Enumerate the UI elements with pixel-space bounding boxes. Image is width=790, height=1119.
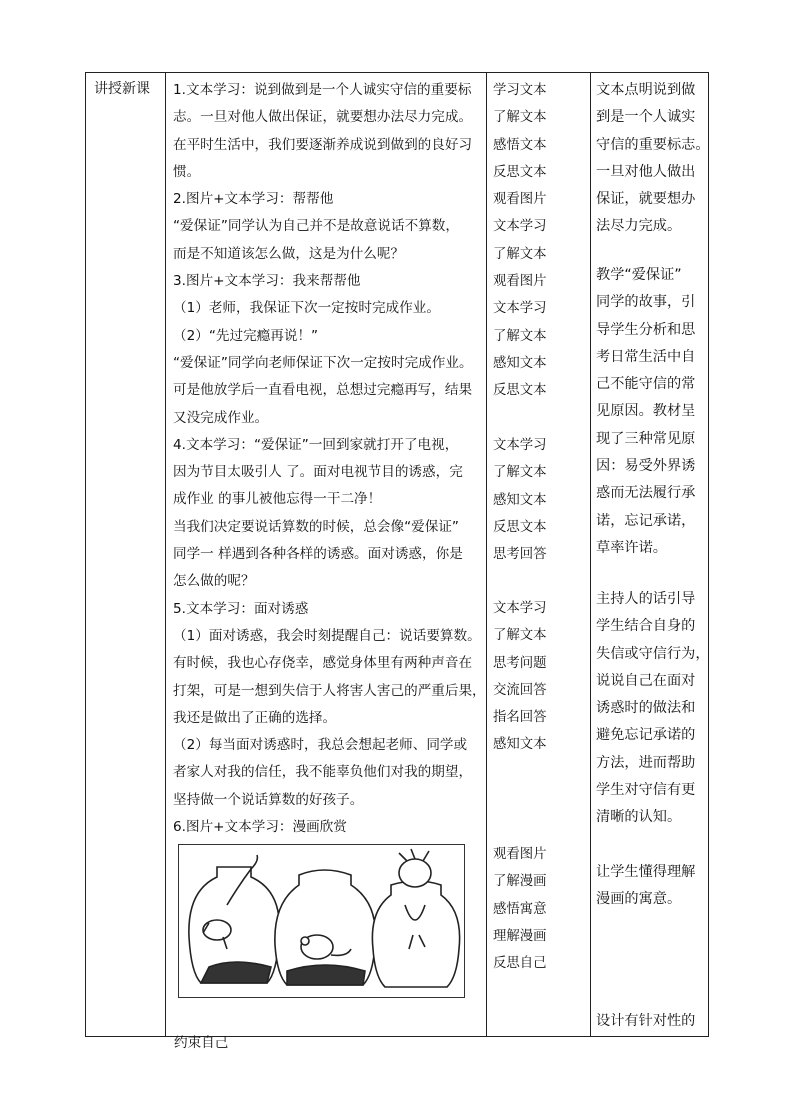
content-line: 者家人对我的信任，我不能辜负他们对我的期望， xyxy=(173,764,473,781)
activity-item: 思考回答 xyxy=(493,547,547,563)
activity-item: 交流回答 xyxy=(493,682,547,698)
comic-illustration xyxy=(178,844,465,998)
content-cell xyxy=(166,73,487,1051)
activity-item: 指名回答 xyxy=(493,710,547,726)
activity-item: 了解文本 xyxy=(493,465,547,481)
content-line: 可是他放学后一直看电视，总想过完瘾再写，结果 xyxy=(173,382,473,399)
content-line: 2.图片+文本学习：帮帮他 xyxy=(173,191,334,208)
intent-line: 现了三种常见原 xyxy=(596,430,696,447)
intent-line: 让学生懂得理解 xyxy=(596,864,696,880)
intent-line: 守信的重要标志。 xyxy=(596,136,710,153)
intent-line: 法尽力完成。 xyxy=(596,218,682,235)
intent-line: 到是一个人诚实 xyxy=(596,109,696,126)
intent-line: 方法，进而帮助 xyxy=(596,754,696,771)
content-line: “爱保证”同学认为自己并不是故意说话不算数， xyxy=(173,218,459,235)
activity-block xyxy=(493,77,547,405)
intent-cell xyxy=(591,73,709,1037)
content-line: 我还是做出了正确的选择。 xyxy=(173,709,337,726)
activity-item: 感知文本 xyxy=(493,492,547,508)
intent-line: 学生结合自身的 xyxy=(596,618,696,635)
jar-with-mouse-climbing-in-icon xyxy=(189,855,280,983)
lesson-plan-table xyxy=(85,72,710,1051)
content-line: 在平时生活中，我们要逐渐养成说到做到的良好习 xyxy=(173,136,473,153)
content-line: 因为节目太吸引人 了。面对电视节目的诱惑，完 xyxy=(173,464,463,481)
activity-item: 感知文本 xyxy=(493,737,547,753)
activity-item: 了解文本 xyxy=(493,246,547,262)
intent-line: 诺，忘记承诺， xyxy=(596,512,696,529)
activity-item: 感悟文本 xyxy=(493,137,547,153)
activity-item: 反思文本 xyxy=(493,519,547,535)
content-line: （1）老师，我保证下次一定按时完成作业。 xyxy=(173,300,440,317)
content-line: 6.图片+文本学习：漫画欣赏 xyxy=(173,819,347,836)
intent-line: 漫画的寓意。 xyxy=(596,891,682,908)
content-line: 1.文本学习：说到做到是一个人诚实守信的重要标 xyxy=(173,82,472,98)
activity-item: 了解漫画 xyxy=(493,874,547,890)
intent-line: 同学的故事，引 xyxy=(596,294,696,311)
activity-item: 反思自己 xyxy=(493,956,547,972)
activity-block xyxy=(493,432,547,568)
activity-item: 学习文本 xyxy=(493,83,547,98)
content-line: “爱保证”同学向老师保证下次一定按时完成作业。 xyxy=(173,354,473,371)
intent-line: 失信或守信行为， xyxy=(596,645,710,662)
intent-line: 见原因。教材呈 xyxy=(596,403,696,420)
activity-item: 文本学习 xyxy=(493,601,547,616)
intent-block xyxy=(596,1008,695,1035)
intent-line: 考日常生活中自 xyxy=(596,348,696,365)
intent-line: 文本点明说到做 xyxy=(596,82,696,98)
content-line: 4.文本学习：“爱保证”一回到家就打开了电视， xyxy=(173,436,459,453)
stage-cell xyxy=(86,73,166,1037)
stage-label: 讲授新课 xyxy=(94,81,150,97)
intent-line: 设计有针对性的 xyxy=(596,1013,696,1029)
content-line: 打架，可是一想到失信于人将害人害己的严重后果， xyxy=(173,682,486,699)
content-line: 坚持做一个说话算数的好孩子。 xyxy=(173,791,364,808)
activity-item: 感悟寓意 xyxy=(493,901,547,917)
intent-line: 诱惑时的做法和 xyxy=(596,700,696,717)
content-line: 又没完成作业。 xyxy=(173,409,269,426)
intent-line: 己不能守信的常 xyxy=(596,376,696,393)
intent-line: 避免忘记承诺的 xyxy=(596,727,696,744)
content-line: 怎么做的呢？ xyxy=(173,573,255,590)
activity-item: 文本学习 xyxy=(493,438,547,453)
intent-line: 一旦对他人做出 xyxy=(596,163,696,180)
intent-block xyxy=(596,586,710,832)
activity-item: 观看图片 xyxy=(493,192,547,208)
activity-item: 文本学习 xyxy=(493,301,547,317)
activity-block xyxy=(493,595,547,759)
jar-with-mouse-eating-icon xyxy=(275,870,376,985)
content-line: 当我们决定要说话算数的时候，总会像“爱保证” xyxy=(173,518,459,535)
content-line: 3.图片+文本学习：我来帮帮他 xyxy=(173,273,361,290)
content-line: 成作业 的事儿被他忘得一干二净！ xyxy=(173,491,382,508)
activity-item: 反思文本 xyxy=(493,383,547,399)
activity-item: 了解文本 xyxy=(493,110,547,126)
content-line: （1）面对诱惑，我会时刻提醒自己：说话要算数。 xyxy=(173,627,481,644)
table-row xyxy=(86,73,709,1037)
intent-line: 学生对守信有更 xyxy=(596,782,696,799)
intent-block xyxy=(596,859,695,914)
comic-caption: 约束自己 xyxy=(174,1035,229,1051)
content-line: 惯。 xyxy=(173,163,201,180)
activity-item: 感知文本 xyxy=(493,355,547,371)
activity-item: 反思文本 xyxy=(493,164,547,180)
activity-cell xyxy=(487,73,591,1037)
intent-line: 说说自己在面对 xyxy=(596,672,696,689)
intent-line: 草率许诺。 xyxy=(596,539,667,556)
intent-line: 主持人的话引导 xyxy=(596,591,696,607)
activity-item: 了解文本 xyxy=(493,628,547,644)
intent-block xyxy=(596,77,710,241)
jar-with-mouse-stuck-icon xyxy=(372,849,459,987)
intent-line: 保证，就要想办 xyxy=(596,191,696,208)
content-line: 而是不知道该怎么做，这是为什么呢？ xyxy=(173,245,405,262)
activity-item: 了解文本 xyxy=(493,328,547,344)
intent-line: 教学“爱保证” xyxy=(596,267,682,283)
content-line: 志。一旦对他人做出保证，就要想办法尽力完成。 xyxy=(173,109,473,126)
intent-line: 惑而无法履行承 xyxy=(596,485,696,502)
content-line: 有时候，我也心存侥幸，感觉身体里有两种声音在 xyxy=(173,655,473,672)
content-line: （2）每当面对诱惑时，我总会想起老师、同学或 xyxy=(173,737,468,754)
content-line: （2）“先过完瘾再说！” xyxy=(173,327,319,344)
intent-block xyxy=(596,262,695,562)
activity-item: 观看图片 xyxy=(493,274,547,290)
intent-line: 清晰的认知。 xyxy=(596,809,682,826)
activity-item: 文本学习 xyxy=(493,219,547,235)
activity-block xyxy=(493,841,547,977)
intent-line: 因：易受外界诱 xyxy=(596,458,696,475)
activity-item: 思考问题 xyxy=(493,655,547,671)
content-text xyxy=(173,77,486,841)
activity-item: 观看图片 xyxy=(493,847,547,862)
intent-line: 导学生分析和思 xyxy=(596,321,696,338)
content-line: 5.文本学习：面对诱惑 xyxy=(173,600,309,617)
activity-item: 理解漫画 xyxy=(493,928,547,944)
content-line: 同学一 样遇到各种各样的诱惑。面对诱惑，你是 xyxy=(173,546,463,563)
